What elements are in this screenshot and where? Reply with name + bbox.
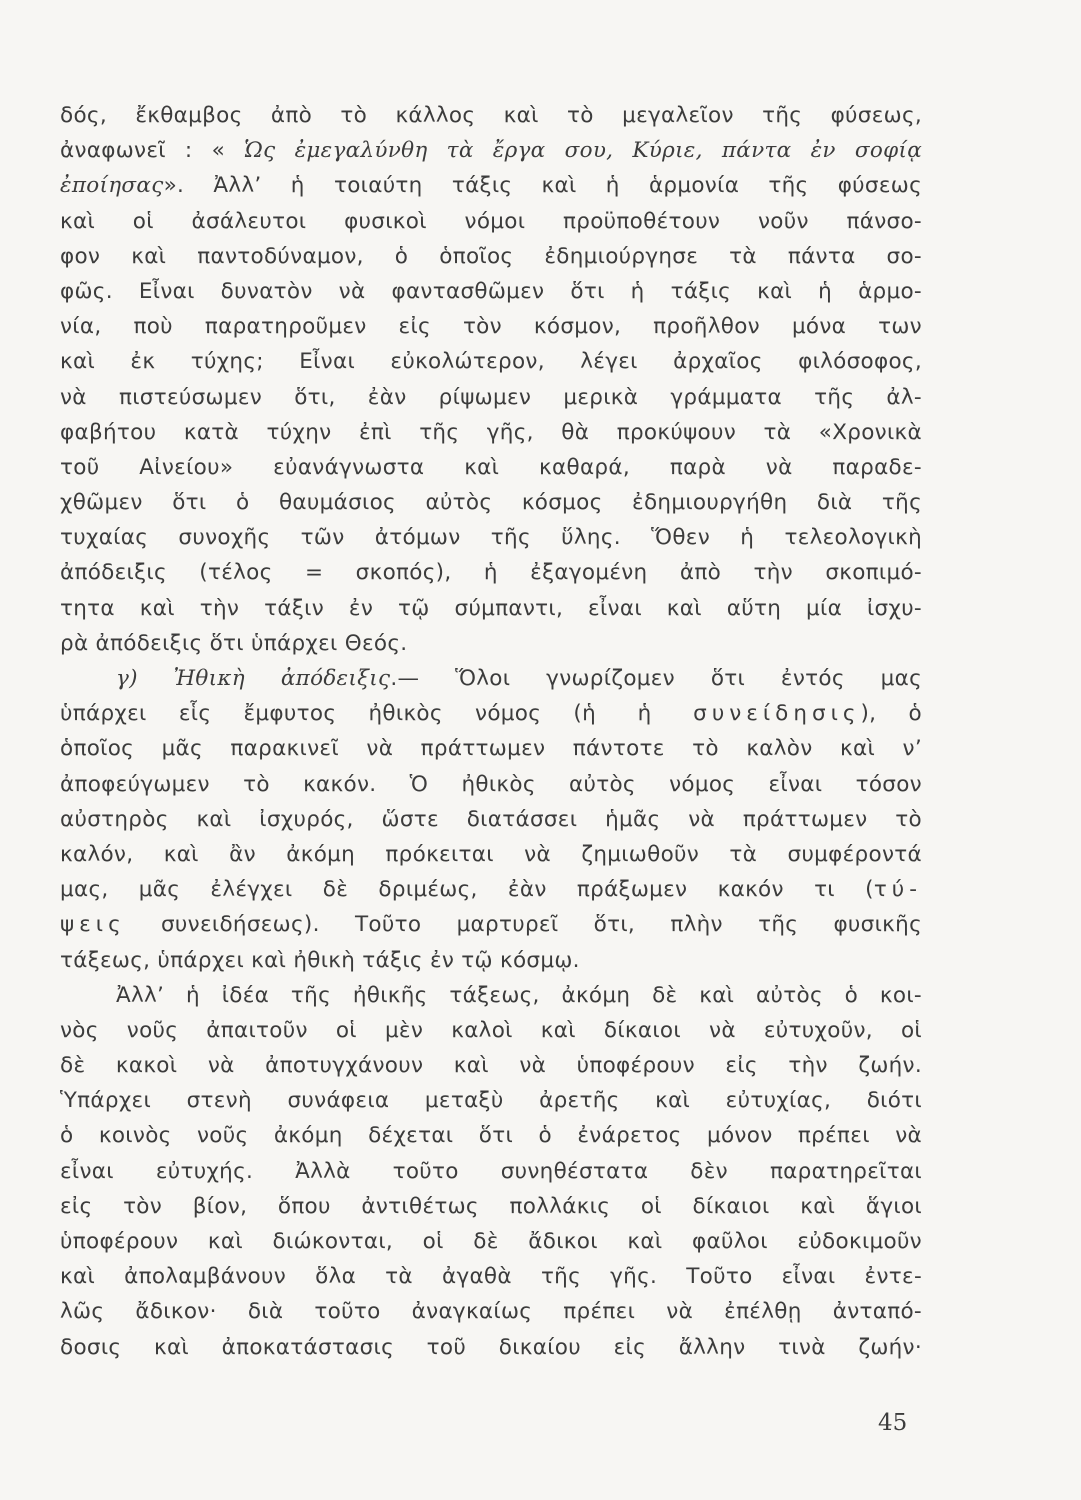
text-line: [60, 661, 922, 696]
text-segment: λῶς ἄδικον· διὰ τοῦτο ἀναγκαίως πρέπει νὰ ἐπέλθῃ ἀνταπό-: [60, 1299, 922, 1325]
text-segment: ὁ κοινὸς νοῦς ἀκόμη δέχεται ὅτι ὁ ἐνάρετος μόνον πρέπει νὰ: [60, 1123, 922, 1149]
text-segment: φαβήτου κατὰ τύχην ἐπὶ τῆς γῆς, θὰ προκύψουν τὰ «Χρονικὰ: [60, 419, 922, 445]
text-segment: καὶ ἐκ τύχης; Εἶναι εὐκολώτερον, λέγει ἀρχαῖος φιλόσοφος,: [60, 349, 922, 375]
text-line: [60, 907, 922, 942]
text-line: [60, 1154, 922, 1189]
text-line: [60, 485, 922, 520]
text-line: [60, 239, 922, 274]
text-segment: Ἀλλ’ ἡ ἰδέα τῆς ἠθικῆς τάξεως, ἀκόμη δὲ καὶ αὐτὸς ὁ κοι-: [116, 982, 922, 1008]
text-line: [60, 274, 922, 309]
text-segment: δὲ κακοὶ νὰ ἀποτυγχάνουν καὶ νὰ ὑποφέρουν εἰς τὴν ζωήν.: [60, 1053, 922, 1079]
text-segment: καὶ ἀπολαμβάνουν ὅλα τὰ ἀγαθὰ τῆς γῆς. Τοῦτο εἶναι ἐντε-: [60, 1264, 922, 1290]
text-line: [60, 591, 922, 626]
text-line: [60, 943, 922, 978]
text-segment: ὑποφέρουν καὶ διώκονται, οἱ δὲ ἄδικοι καὶ φαῦλοι εὐδοκιμοῦν: [60, 1229, 922, 1254]
text-line: [60, 1224, 922, 1259]
text-line: [60, 872, 922, 907]
text-segment: τάξεως, ὑπάρχει καὶ ἠθικὴ τάξις ἐν τῷ κόσμῳ.: [60, 947, 580, 973]
text-line: [60, 204, 922, 239]
text-line: [60, 415, 922, 450]
text-line: [60, 626, 922, 661]
text-line: [60, 1330, 922, 1365]
text-segment: τοῦ Αἰνείου» εὐανάγνωστα καὶ καθαρά, παρὰ νὰ παραδε-: [60, 454, 922, 480]
text-segment: μας, μᾶς ἐλέγχει δὲ δριμέως, ἐὰν πράξωμεν κακόν τι (: [60, 877, 874, 903]
text-segment: καλόν, καὶ ἂν ἀκόμη πρόκειται νὰ ζημιωθοῦν τὰ συμφέροντά: [60, 841, 922, 867]
text-segment: εἶναι εὐτυχής. Ἀλλὰ τοῦτο συνηθέστατα δὲν παρατηρεῖται: [60, 1158, 922, 1184]
text-line: [60, 1189, 922, 1224]
text-segment: ἀναφωνεῖ : «: [60, 138, 245, 164]
text-line: [60, 978, 922, 1013]
text-segment: Ὑπάρχει στενὴ συνάφεια μεταξὺ ἀρετῆς καὶ εὐτυχίας, διότι: [60, 1088, 922, 1114]
text-segment: ὑπάρχει εἷς ἔμφυτος ἠθικὸς νόμος (: [60, 701, 583, 727]
text-segment: φῶς. Εἶναι δυνατὸν νὰ φαντασθῶμεν ὅτι ἡ τάξις καὶ ἡ ἁρμο-: [60, 278, 922, 304]
page-number: 45: [878, 1410, 908, 1436]
text-line: [60, 1083, 922, 1118]
text-segment: αὐστηρὸς καὶ ἰσχυρός, ὥστε διατάσσει ἡμᾶς νὰ πράττωμεν τὸ: [60, 806, 922, 832]
italic-text: ἐποίησας: [60, 173, 164, 199]
text-line: [60, 696, 922, 731]
italic-text: Ὡς ἐμεγαλύνθη τὰ ἔργα σου, Κύριε, πάντα ἐν σοφίᾳ: [244, 138, 923, 164]
text-segment: ὁποῖος μᾶς παρακινεῖ νὰ πράττωμεν πάντοτε τὸ καλὸν καὶ ν’: [60, 736, 922, 762]
text-line: [60, 98, 922, 133]
text-segment: ), ὁ: [860, 701, 922, 727]
text-line: [60, 450, 922, 485]
text-line: [60, 168, 922, 203]
text-line: [60, 1013, 922, 1048]
text-segment: φον καὶ παντοδύναμον, ὁ ὁποῖος ἐδημιούργησε τὰ πάντα σο-: [60, 243, 922, 269]
text-line: [60, 309, 922, 344]
text-segment: χθῶμεν ὅτι ὁ θαυμάσιος αὐτὸς κόσμος ἐδημιουργήθη διὰ τῆς: [60, 490, 922, 516]
text-line: [60, 802, 922, 837]
text-line: [60, 133, 922, 168]
text-segment: δοσις καὶ ἀποκατάστασις τοῦ δικαίου εἰς ἄλλην τινὰ ζωήν·: [60, 1334, 922, 1360]
spaced-text: ψεις: [60, 912, 126, 938]
text-segment: εἰς τὸν βίον, ὅπου ἀντιθέτως πολλάκις οἱ δίκαιοι καὶ ἅγιοι: [60, 1193, 922, 1219]
text-line: [60, 837, 922, 872]
text-line: [60, 380, 922, 415]
text-segment: δός, ἔκθαμβος ἀπὸ τὸ κάλλος καὶ τὸ μεγαλεῖον τῆς φύσεως,: [60, 103, 922, 128]
italic-text: γ) Ἠθικὴ ἀπόδειξις: [116, 666, 391, 691]
text-segment: ἀποφεύγωμεν τὸ κακόν. Ὁ ἠθικὸς αὐτὸς νόμος εἶναι τόσον: [60, 771, 922, 797]
text-line: [60, 344, 922, 379]
text-segment: νία, ποὺ παρατηροῦμεν εἰς τὸν κόσμον, προῆλθον μόνα των: [60, 314, 922, 340]
body-text: [60, 98, 922, 1365]
text-line: [60, 520, 922, 555]
text-line: [60, 731, 922, 766]
text-line: [60, 1048, 922, 1083]
text-segment: τυχαίας συνοχῆς τῶν ἀτόμων τῆς ὕλης. Ὅθεν ἡ τελεολογικὴ: [60, 525, 922, 551]
text-line: [60, 1294, 922, 1329]
text-segment: ἀπόδειξις (τέλος = σκοπός), ἡ ἐξαγομένη ἀπὸ τὴν σκοπιμό-: [60, 560, 922, 586]
text-segment: τητα καὶ τὴν τάξιν ἐν τῷ σύμπαντι, εἶναι καὶ αὕτη μία ἰσχυ-: [60, 595, 922, 621]
text-segment: ». Ἀλλ’ ἡ τοιαύτη τάξις καὶ ἡ ἁρμονία τῆς φύσεως: [163, 173, 922, 199]
text-segment: νὰ πιστεύσωμεν ὅτι, ἐὰν ρίψωμεν μερικὰ γράμματα τῆς ἀλ-: [60, 384, 922, 410]
text-segment: συνειδήσεως). Τοῦτο μαρτυρεῖ ὅτι, πλὴν τῆς φυσικῆς: [125, 912, 922, 938]
text-segment: καὶ οἱ ἀσάλευτοι φυσικοὶ νόμοι προϋποθέτουν νοῦν πάνσο-: [60, 208, 922, 234]
text-segment: .— Ὅλοι γνωρίζομεν ὅτι ἐντός μας: [390, 666, 922, 691]
text-line: [60, 1118, 922, 1153]
spaced-text: ἡ ἡ συνείδησις: [582, 701, 861, 727]
text-line: [60, 767, 922, 802]
spaced-text: τύ-: [873, 877, 922, 903]
text-line: [60, 1259, 922, 1294]
text-segment: νὸς νοῦς ἀπαιτοῦν οἱ μὲν καλοὶ καὶ δίκαιοι νὰ εὐτυχοῦν, οἱ: [60, 1017, 922, 1043]
text-segment: ρὰ ἀπόδειξις ὅτι ὑπάρχει Θεός.: [60, 630, 408, 656]
text-line: [60, 555, 922, 590]
